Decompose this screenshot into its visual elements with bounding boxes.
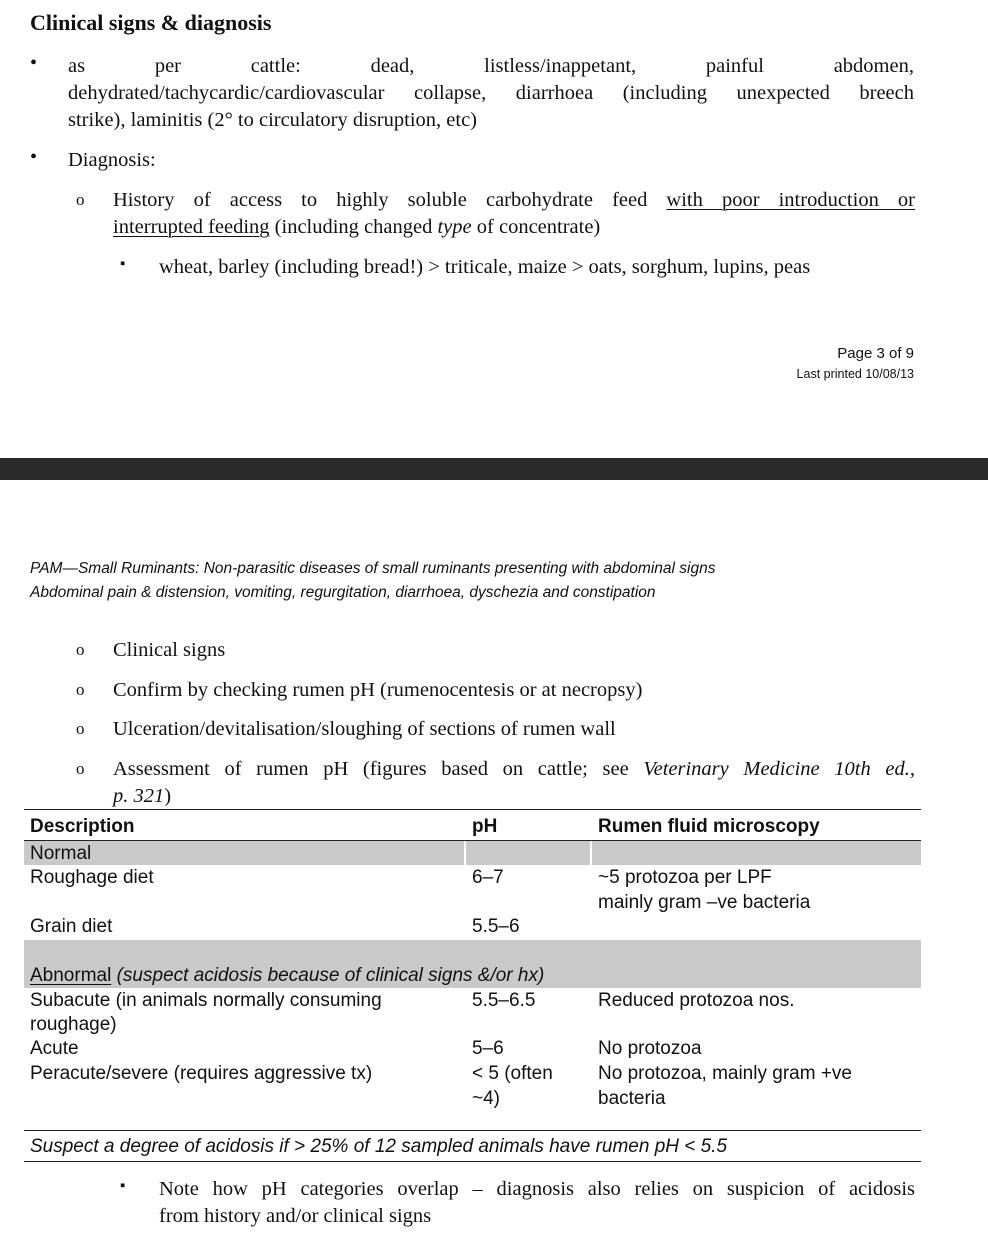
row-abnormal-label: [30, 964, 544, 988]
page-number: Page 3 of 9: [837, 345, 914, 362]
running-header-1: PAM—Small Ruminants: Non-parasitic diseases of small ruminants presenting with abdominal signs: [30, 560, 716, 577]
history-text: History of access to highly soluble carbohydrate feed: [113, 189, 667, 211]
circle-bullet-icon: o: [76, 190, 85, 209]
item-assessment-line1: [113, 756, 915, 783]
roughage-desc: Roughage diet: [30, 867, 154, 888]
word: abdomen,: [833, 55, 914, 77]
table-top-rule: [24, 809, 921, 810]
subacute-desc-2: roughage): [30, 1014, 117, 1035]
bullet-icon: •: [30, 146, 38, 168]
assessment-italic-2: p. 321: [113, 785, 165, 807]
assessment-text-2: ): [164, 785, 172, 807]
note-line1: Note how pH categories overlap – diagnosis also relies on suspicion of acidosis: [159, 1178, 915, 1200]
circle-bullet-icon: o: [76, 680, 85, 699]
history-text-3: of concentrate): [471, 216, 601, 238]
subacute-micro: Reduced protozoa nos.: [598, 990, 795, 1011]
normal-row-shade: [466, 841, 590, 865]
word: cattle:: [250, 55, 301, 77]
peracute-micro-1: No protozoa, mainly gram +ve: [598, 1063, 852, 1084]
word: per: [154, 55, 181, 77]
grain-desc: Grain diet: [30, 916, 113, 937]
bullet-icon: •: [30, 52, 38, 74]
square-bullet-icon: ▪: [120, 256, 126, 272]
abnormal-label: Abnormal: [30, 965, 112, 986]
subacute-ph: 5.5–6.5: [472, 990, 536, 1011]
history-underlined: with poor introduction or: [666, 189, 915, 211]
circle-bullet-icon: o: [76, 759, 85, 778]
peracute-desc: Peracute/severe (requires aggressive tx): [30, 1063, 373, 1084]
page-break-bar: [0, 458, 988, 480]
circle-bullet-icon: o: [76, 719, 85, 738]
running-header-2: Abdominal pain & distension, vomiting, regurgitation, diarrhoea, dyschezia and constipation: [30, 584, 656, 601]
history-line1: [113, 187, 915, 214]
history-text-2: (including changed: [269, 216, 438, 238]
history-underlined-2: interrupted feeding: [113, 216, 270, 238]
bullet1-line3: strike), laminitis (2° to circulatory disruption, etc): [68, 109, 477, 131]
peracute-micro-2: bacteria: [598, 1088, 666, 1109]
col-header-ph: pH: [472, 816, 498, 837]
history-line2: [113, 214, 600, 241]
word: dead,: [370, 55, 415, 77]
last-printed: Last printed 10/08/13: [796, 367, 914, 381]
item-ulceration: Ulceration/devitalisation/sloughing of sections of rumen wall: [113, 718, 616, 740]
word: painful: [705, 55, 764, 77]
peracute-ph-2: ~4): [472, 1088, 500, 1109]
acute-micro: No protozoa: [598, 1038, 702, 1059]
note-line2: from history and/or clinical signs: [159, 1205, 432, 1227]
word: listless/inappetant,: [484, 55, 637, 77]
table-footnote: Suspect a degree of acidosis if > 25% of 12 sampled animals have rumen pH < 5.5: [30, 1136, 728, 1157]
roughage-micro-2: mainly gram –ve bacteria: [598, 892, 811, 913]
item-assessment-line2: [113, 783, 171, 810]
bullet1-line1: [68, 53, 914, 80]
item-clinical-signs: Clinical signs: [113, 639, 226, 661]
col-header-description: Description: [30, 816, 135, 837]
feed-ranking: wheat, barley (including bread!) > triticale, maize > oats, sorghum, lupins, peas: [159, 256, 811, 278]
table-bottom-rule: [24, 1161, 921, 1162]
col-header-microscopy: Rumen fluid microscopy: [598, 816, 820, 837]
normal-row-shade: [592, 841, 921, 865]
bullet1-line2: dehydrated/tachycardic/cardiovascular collapse, diarrhoea (including unexpected breech: [68, 82, 914, 104]
table-footnote-rule: [24, 1130, 921, 1131]
word: as: [68, 55, 86, 77]
acute-ph: 5–6: [472, 1038, 504, 1059]
square-bullet-icon: ▪: [120, 1178, 126, 1194]
assessment-text: Assessment of rumen pH (figures based on cattle; see: [113, 758, 644, 780]
diagnosis-label: Diagnosis:: [68, 149, 156, 171]
grain-ph: 5.5–6: [472, 916, 520, 937]
roughage-micro-1: ~5 protozoa per LPF: [598, 867, 772, 888]
acute-desc: Acute: [30, 1038, 79, 1059]
history-italic: type: [437, 216, 472, 238]
circle-bullet-icon: o: [76, 640, 85, 659]
section-heading: Clinical signs & diagnosis: [30, 10, 272, 35]
assessment-italic: Veterinary Medicine 10th ed.,: [643, 758, 915, 780]
subacute-desc-1: Subacute (in animals normally consuming: [30, 990, 382, 1011]
peracute-ph-1: < 5 (often: [472, 1063, 553, 1084]
roughage-ph: 6–7: [472, 867, 504, 888]
row-normal-label: Normal: [30, 843, 92, 864]
item-confirm: Confirm by checking rumen pH (rumenocentesis or at necropsy): [113, 679, 643, 701]
abnormal-note: (suspect acidosis because of clinical signs &/or hx): [111, 965, 545, 986]
